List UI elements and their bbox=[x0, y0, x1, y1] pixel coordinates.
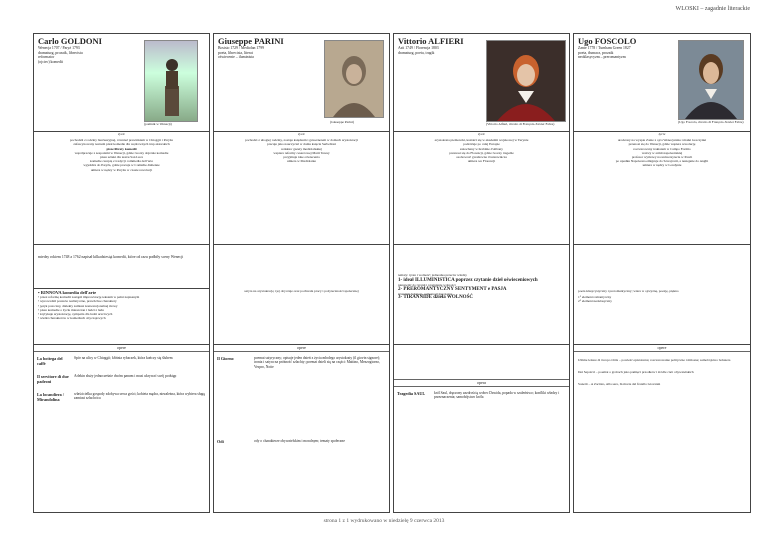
works-intro: satyra na arystokrację i jej obyczaje oraz pochwała pracy i pożyteczności społecznej bbox=[244, 289, 359, 293]
life-line: rozczarowany traktatem w Campo Formio bbox=[633, 146, 691, 151]
life-line: przyjmuje idee oświecenia bbox=[283, 155, 320, 160]
life-line: podróżuje po całej Europie bbox=[463, 142, 500, 147]
life-line: pracuje jako nauczyciel w domu księcia Serbelloni bbox=[267, 142, 336, 147]
works-section bbox=[34, 288, 209, 344]
sheet-grid bbox=[33, 33, 751, 513]
author-name: Ugo FOSCOLO bbox=[578, 36, 637, 46]
life-line: umiera w Mediolanie bbox=[287, 159, 316, 164]
works-line: • RINNOVA komedia dell'arte bbox=[38, 290, 97, 295]
works-intro: miedzy rokiem 1748 a 1762 napisał kilkadziesiąt komedii, które od razu podbiły sceny Wenecji bbox=[38, 255, 184, 259]
opere-section bbox=[214, 344, 389, 514]
life-section bbox=[574, 131, 750, 244]
opera-text: właścicielka gospody zdobywa serca gości; kobieta mądra, niezależna, która wybiera sługę zamiast szlachcica bbox=[74, 392, 205, 401]
opera-row bbox=[214, 356, 389, 369]
portrait-caption: (Giuseppe Parini) bbox=[330, 120, 355, 124]
author-bio bbox=[214, 34, 389, 131]
author-meta-2: poeta, librecista, literat bbox=[218, 50, 253, 55]
author-meta-1: Wenecja 1707 / Paryż 1793 bbox=[38, 46, 80, 50]
author-meta-1: Bosisio 1729 / Mediolan 1799 bbox=[218, 46, 264, 50]
life-line: umiera w nędzy w Paryżu w czasie rewolucji bbox=[90, 167, 153, 172]
author-name: Vittorio ALFIERI bbox=[398, 36, 464, 46]
portrait-caption: (pomnik w Wenecji) bbox=[144, 122, 172, 126]
author-bio bbox=[394, 34, 569, 131]
life-label: życie bbox=[118, 132, 125, 136]
life-label: życie bbox=[658, 132, 666, 136]
author-meta-2: dramaturg, prozaik, librecista bbox=[38, 50, 83, 55]
opere-label: opere bbox=[34, 345, 209, 352]
works-line: • krytykuje arystokrację, sympatia dla ludzi uczciwych bbox=[38, 312, 113, 317]
works-line: nienawiść do tyranii i pragnienie wolności bbox=[398, 283, 456, 288]
opera-title: Tragedia SAUL bbox=[397, 391, 426, 396]
life-line: zakochany w hrabinie d'Albany bbox=[460, 146, 503, 151]
life-line: przenosi się do Wenecji, gdzie wspiera rewolucję bbox=[628, 142, 696, 147]
opera-text: Spór na ulicy w Chioggii; kłótnia rybaczek, która kończy się ślubem bbox=[74, 356, 173, 360]
life-line: współpracuje z zespołami w Wenecji, gdzie tworzy dojrzałe komedie bbox=[74, 150, 169, 155]
works-intro-section bbox=[34, 244, 209, 288]
author-meta-1: Zante 1778 / Turnham Green 1827 bbox=[578, 46, 631, 50]
author-column-goldoni bbox=[33, 33, 210, 513]
works-line: 1° element romantyczny bbox=[578, 295, 612, 300]
life-label: życie bbox=[298, 132, 305, 136]
opera-text: król Saul, dręczony zazdrością wobec Dawida, popada w szaleństwo; konflikt władzy i przeznaczenia; samobójstwo króla bbox=[434, 391, 560, 400]
life-line: komedie czerpią z tradycji commedia dell’arte bbox=[90, 159, 153, 164]
works-line: 2° element neoklasyczny bbox=[578, 299, 612, 304]
life-line: wyjeżdża do Paryża, gdzie pracuje w Comédie-Italienne bbox=[83, 163, 160, 168]
author-meta-2: poeta, tłumacz, prozaik bbox=[578, 50, 614, 55]
author-portrait bbox=[324, 40, 384, 118]
opera-row bbox=[34, 374, 209, 384]
opera-text: Ultime lettere di Jacopo Ortis – powieść epistolarna; rozczarowanie polityczne i miłosne; samobójstwo bohatera bbox=[578, 358, 731, 362]
life-line: zafascynowany teatrem pisał komedie dla wędrownych trup aktorskich bbox=[73, 142, 170, 147]
works-line: 2- PREROMANTYCZNY SENTYMENT e PASJA bbox=[398, 286, 507, 292]
works-line: 3- TIRANNIDE dzieła WOLNOŚĆ bbox=[398, 295, 473, 301]
life-line: przenosi się do Florencji, gdzie tworzy tragedie bbox=[449, 150, 514, 155]
works-section bbox=[394, 244, 569, 344]
author-meta-3: reformator bbox=[38, 55, 55, 60]
life-line: osobowość gwałtowna i buntownicza bbox=[456, 155, 507, 160]
author-column-alfieri bbox=[393, 33, 570, 513]
life-line: pochodził z rodziny burżuazyjnej, również prawnikiem w Chioggii i Paryżu bbox=[69, 138, 173, 143]
opere-label: opera bbox=[394, 379, 569, 387]
opera-title: Il servitore di due padroni bbox=[37, 374, 69, 384]
life-line: umiera we Florencji bbox=[467, 159, 496, 164]
works-line: • wprowadził postacie realistyczne, prawdziwe charaktery bbox=[38, 299, 117, 304]
works-intro: tematy: tyran i wolność; jednostka przeciw władzy bbox=[398, 273, 467, 277]
life-line: pisze sztuki dla teatru San Luca bbox=[99, 155, 144, 160]
life-section bbox=[394, 131, 569, 244]
opera-text: poemat satyryczny; opisuje jeden dzień z życia młodego arystokraty (il giovin signore); ironia i satyra na próżność szlachty; poemat dzieli się na części: Mattino, Mezzogiorno, Vespro, Notte bbox=[254, 356, 381, 369]
opera-text: Sonetti – A Zacinto, Alla sera, In morte del fratello Giovanni bbox=[578, 382, 661, 387]
opera-row bbox=[34, 392, 209, 402]
author-column-foscolo bbox=[573, 33, 751, 513]
works-line: tytanizm bohatera, samotność heroiczna bbox=[398, 291, 453, 296]
works-intro: poeta klasycystyczny i preromantyczny; wiara w ojczyznę, poezję, piękno bbox=[578, 289, 679, 293]
author-bio bbox=[574, 34, 750, 131]
opera-title: Il Giorno bbox=[217, 356, 234, 361]
author-bio bbox=[34, 34, 209, 131]
opere-section bbox=[34, 344, 209, 514]
author-meta-3: oświecenie – iluminista bbox=[218, 55, 254, 60]
life-line: urodzony na wyspie Zante z ojca Wenecjanina i matki Greczynki bbox=[617, 138, 707, 143]
life-line: pisze librety komedii bbox=[106, 146, 137, 151]
works-line: • przez reformę komedii zastąpił improwizację tekstem w pełni napisanym bbox=[38, 295, 140, 300]
opere-label: opere bbox=[574, 345, 750, 352]
opera-row bbox=[34, 356, 209, 366]
portrait-caption: (Ugo Foscolo, ritratto di François-Xavier Fabre) bbox=[678, 120, 744, 124]
author-name: Carlo GOLDONI bbox=[38, 36, 102, 46]
works-line: • język potoczny, dialekty zamiast konwencjonalnej mowy bbox=[38, 303, 118, 308]
life-line: redaktor gazety mediolańskiej bbox=[281, 146, 322, 151]
works-section bbox=[574, 244, 750, 344]
opera-title: La locandiera / Mirandolina bbox=[37, 392, 64, 402]
works-line: • wielki charakterów w komediach obyczajowych bbox=[38, 316, 106, 321]
works-line: • pisze komedie o życiu mieszczan i ludzi z ludu bbox=[38, 307, 104, 312]
author-portrait bbox=[486, 40, 566, 122]
opere-section bbox=[394, 344, 569, 514]
opere-section bbox=[574, 344, 750, 514]
opera-title: La bottega del caffè bbox=[37, 356, 63, 366]
author-meta-3: neoklasycyzm – preromantyzm bbox=[578, 55, 626, 60]
opera-text: Arlekin służy jednocześnie dwóm panom i musi ukrywać swój podstęp bbox=[74, 374, 177, 378]
life-section bbox=[34, 131, 209, 244]
author-column-parini bbox=[213, 33, 390, 513]
life-line: po upadku Napoleona emigruje do Szwajcarii, a następnie do Anglii bbox=[615, 159, 709, 164]
opere-label: opere bbox=[214, 345, 389, 352]
life-line: wspiera reformy cesarzowej Marii Teresy bbox=[273, 150, 330, 155]
author-portrait bbox=[144, 40, 198, 122]
life-line: arystokrata piemoncki, kształci się w akademii wojskowej w Turynie bbox=[434, 138, 529, 143]
life-line: walczy w armii napoleońskiej bbox=[641, 150, 683, 155]
opera-text: ody o charakterze obywatelskim i moralnym; tematy społeczne bbox=[254, 439, 345, 444]
life-label: życie bbox=[478, 132, 485, 136]
page-footer: strona 1 z 1 wydrukowano w niedzielę 9 czerwca 2013 bbox=[323, 518, 445, 524]
opera-row bbox=[214, 439, 389, 444]
opera-row bbox=[394, 387, 569, 400]
opera-text: Dei Sepolcri – poemat o grobach jako pamięci przodków i źródle cnót obywatelskich bbox=[578, 370, 694, 375]
works-intro-section bbox=[214, 244, 389, 344]
life-section bbox=[214, 131, 389, 244]
author-portrait bbox=[678, 40, 744, 120]
works-line: 1- ideał ILLUMINISTICA poprzez czytanie dzieł oświeceniowych bbox=[398, 278, 538, 284]
opera-title: Odi bbox=[217, 439, 224, 445]
author-meta-2: dramaturg, poeta, tragik bbox=[398, 50, 435, 55]
life-line: profesor wymowy na uniwersytecie w Pawii bbox=[631, 155, 693, 160]
page-header-title: WLOSKI – zagadnie literackie bbox=[675, 6, 750, 12]
author-meta-1: Asti 1749 / Florencja 1803 bbox=[398, 46, 439, 50]
author-name: Giuseppe PARINI bbox=[218, 36, 284, 46]
life-line: umiera w nędzy w Londynie bbox=[642, 163, 682, 168]
life-line: pochodzi z ubogiej rodziny, zostaje księdzem i guwernerem w domach arystokracji bbox=[245, 138, 358, 143]
author-meta-4: (ojciec) komedii bbox=[38, 59, 63, 64]
portrait-caption: (Vittorio Alfieri, ritratto di François-Xavier Fabre) bbox=[486, 122, 555, 126]
